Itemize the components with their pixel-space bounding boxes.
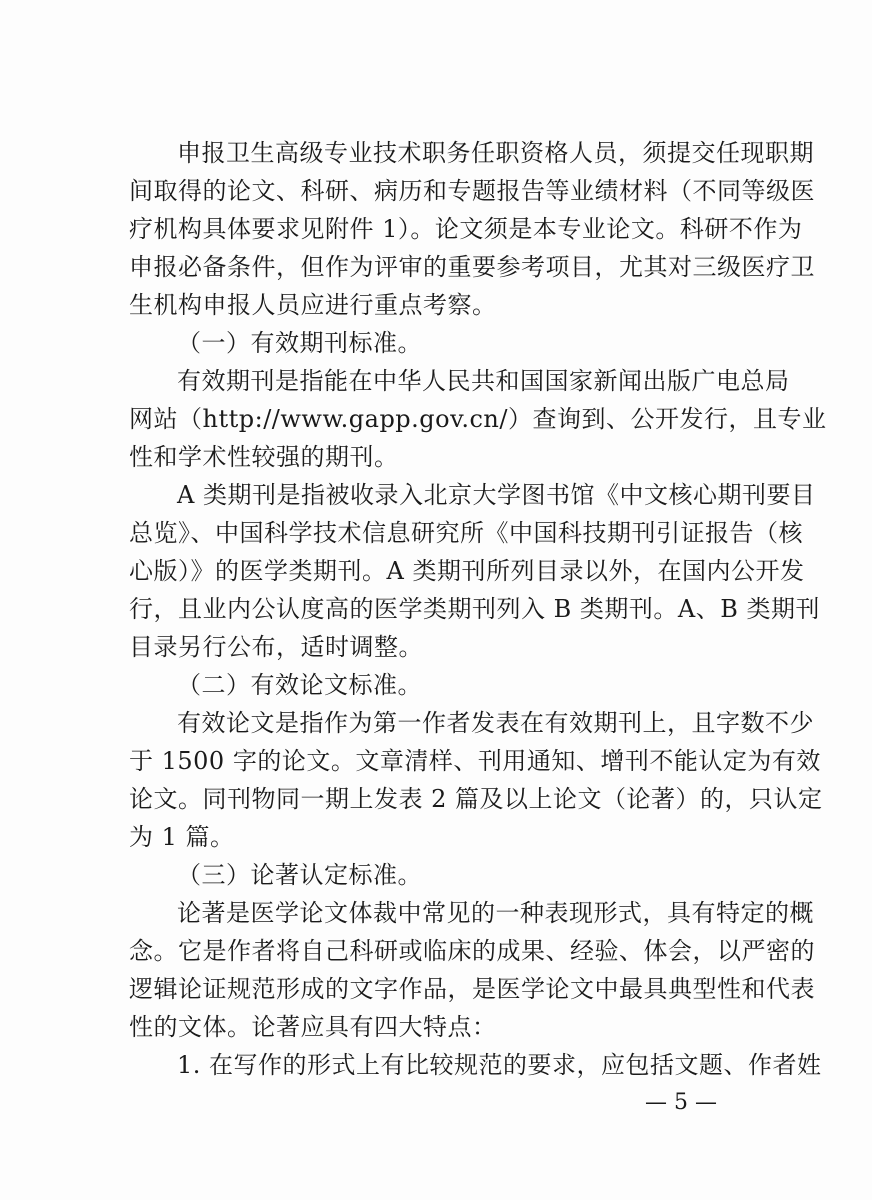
section-heading: （一）有效期刊标准。: [177, 329, 422, 357]
text-line: 申报必备条件，但作为评审的重要参考项目，尤其对三级医疗卫: [129, 253, 815, 281]
text-line: 目录另行公布，适时调整。: [129, 633, 423, 661]
text-line: 生机构申报人员应进行重点考察。: [129, 291, 497, 319]
text-line: 行，且业内公认度高的医学类期刊列入 B 类期刊。A、B 类期刊: [129, 595, 820, 623]
text-line: 性和学术性较强的期刊。: [129, 443, 399, 471]
text-line: 有效论文是指作为第一作者发表在有效期刊上，且字数不少: [177, 709, 814, 737]
text-line: 论文。同刊物同一期上发表 2 篇及以上论文（论著）的，只认定: [129, 785, 823, 813]
text-line: 有效期刊是指能在中华人民共和国国家新闻出版广电总局: [177, 367, 790, 395]
text-line: 1. 在写作的形式上有比较规范的要求，应包括文题、作者姓: [177, 1051, 822, 1079]
text-line: 为 1 篇。: [129, 823, 235, 851]
text-line: A 类期刊是指被收录入北京大学图书馆《中文核心期刊要目: [177, 481, 816, 509]
section-heading: （二）有效论文标准。: [177, 671, 422, 699]
text-line: 论著是医学论文体裁中常见的一种表现形式，具有特定的概: [177, 899, 814, 927]
text-line: 心版）》的医学类期刊。A 类期刊所列目录以外，在国内公开发: [129, 557, 805, 585]
text-line: 逻辑论证规范形成的文字作品，是医学论文中最具典型性和代表: [129, 975, 815, 1003]
section-heading: （三）论著认定标准。: [177, 861, 422, 889]
text-line: 间取得的论文、科研、病历和专题报告等业绩材料（不同等级医: [129, 177, 815, 205]
text-line: 念。它是作者将自己科研或临床的成果、经验、体会，以严密的: [129, 937, 815, 965]
text-line: 申报卫生高级专业技术职务任职资格人员，须提交任现职期: [177, 139, 814, 167]
text-line: 于 1500 字的论文。文章清样、刊用通知、增刊不能认定为有效: [129, 747, 821, 775]
text-line: 性的文体。论著应具有四大特点：: [129, 1013, 497, 1041]
text-line: 总览》、中国科学技术信息研究所《中国科技期刊引证报告（核: [129, 519, 803, 547]
text-line: 网站（http://www.gapp.gov.cn/）查询到、公开发行，且专业: [129, 405, 827, 433]
text-line: 疗机构具体要求见附件 1）。论文须是本专业论文。科研不作为: [129, 215, 803, 243]
page-number: — 5 —: [645, 1090, 717, 1115]
